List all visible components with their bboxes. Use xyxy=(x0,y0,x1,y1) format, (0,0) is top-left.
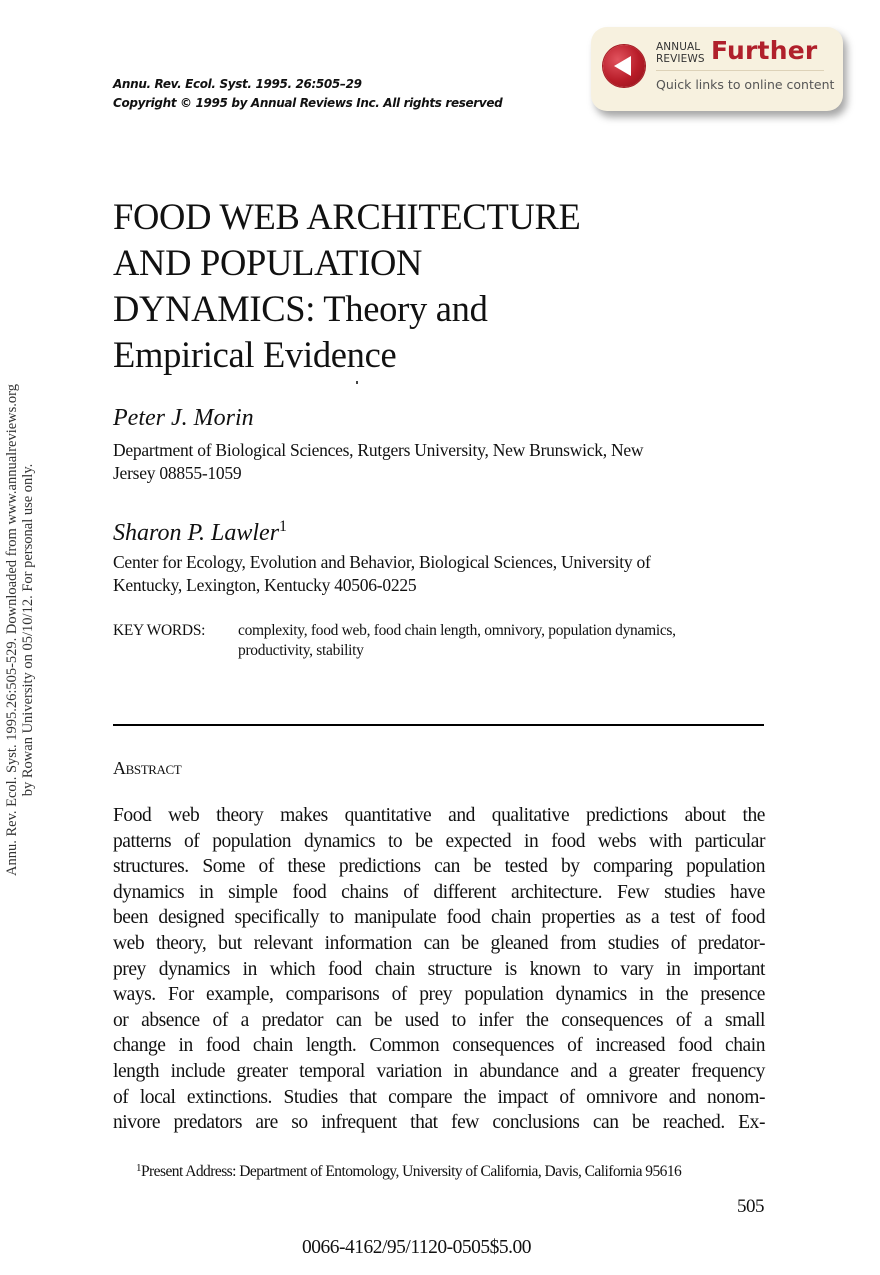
abstract-line: been designed specifically to manipulate food chain properties as a test of food xyxy=(113,907,765,929)
download-margin-note xyxy=(4,335,48,925)
abstract-line: or absence of a predator can be used to infer the consequences of a small xyxy=(113,1009,765,1031)
affiliation-line: Jersey 08855-1059 xyxy=(113,463,242,483)
further-brand: Further xyxy=(711,36,818,65)
affiliation-line: Department of Biological Sciences, Rutgers University, New Brunswick, New xyxy=(113,440,644,460)
author-affiliation xyxy=(113,551,753,597)
author-name-text: Peter J. Morin xyxy=(113,405,254,431)
abstract-heading: Abstract xyxy=(113,758,182,778)
keywords-line: complexity, food web, food chain length, omnivory, population dynamics, xyxy=(238,622,676,639)
section-divider xyxy=(113,724,764,726)
article-title xyxy=(113,194,581,378)
scan-speck xyxy=(356,381,358,384)
footnote xyxy=(136,1162,768,1181)
margin-note-line-1: Annu. Rev. Ecol. Syst. 1995.26:505-529. Downloaded from www.annualreviews.org xyxy=(4,384,20,876)
footnote-marker: 1 xyxy=(136,1162,141,1174)
title-line: Empirical Evidence xyxy=(113,334,397,375)
annual-reviews-wordmark xyxy=(656,41,705,65)
citation-line: Annu. Rev. Ecol. Syst. 1995. 26:505–29 xyxy=(113,77,362,91)
copyright-line: Copyright © 1995 by Annual Reviews Inc. All rights reserved xyxy=(113,96,503,110)
back-arrow-icon xyxy=(603,45,645,87)
abstract-line: prey dynamics in which food chain structure is known to vary in important xyxy=(113,958,765,980)
keywords-block xyxy=(113,621,773,661)
author-affiliation xyxy=(113,439,753,485)
footnote-marker: 1 xyxy=(279,518,288,535)
journal-citation xyxy=(113,75,502,113)
margin-note-line-2: by Rowan University on 05/10/12. For personal use only. xyxy=(20,463,36,797)
annual-reviews-further-link[interactable] xyxy=(591,27,843,111)
abstract-line: ways. For example, comparisons of prey population dynamics in the presence xyxy=(113,984,765,1006)
abstract-line: length include greater temporal variation in abundance and a greater frequency xyxy=(113,1060,765,1082)
abstract-line: patterns of population dynamics to be expected in food webs with particular xyxy=(113,830,765,852)
abstract-line: Food web theory makes quantitative and qualitative predictions about the xyxy=(113,805,765,826)
affiliation-line: Center for Ecology, Evolution and Behavior, Biological Sciences, University of xyxy=(113,552,651,572)
issn-price-code: 0066-4162/95/1120-0505$5.00 xyxy=(302,1237,531,1258)
keywords-line: productivity, stability xyxy=(238,642,364,659)
keywords-list xyxy=(238,621,773,661)
abstract-line: dynamics in simple food chains of different architecture. Few studies have xyxy=(113,881,765,903)
badge-divider xyxy=(656,70,824,71)
page-number: 505 xyxy=(737,1196,764,1217)
annual-label: ANNUAL xyxy=(656,41,701,53)
author-name xyxy=(113,518,287,547)
title-line: AND POPULATION xyxy=(113,242,423,283)
keywords-label: KEY WORDS: xyxy=(113,622,206,639)
abstract-line: of local extinctions. Studies that compare the impact of omnivore and nonom- xyxy=(113,1086,765,1108)
abstract-line: nivore predators are so infrequent that few conclusions can be reached. Ex- xyxy=(113,1112,765,1134)
abstract-line: change in food chain length. Common consequences of increased food chain xyxy=(113,1035,765,1057)
author-name-text: Sharon P. Lawler xyxy=(113,520,280,546)
footnote-text: Present Address: Department of Entomology, University of California, Davis, California 95616 xyxy=(140,1163,682,1180)
reviews-label: REVIEWS xyxy=(656,53,705,65)
abstract-body xyxy=(113,803,765,1136)
title-line: DYNAMICS: Theory and xyxy=(113,288,488,329)
affiliation-line: Kentucky, Lexington, Kentucky 40506-0225 xyxy=(113,575,417,595)
title-line: FOOD WEB ARCHITECTURE xyxy=(113,196,581,237)
author-name xyxy=(113,405,254,432)
abstract-line: structures. Some of these predictions can be tested by comparing population xyxy=(113,856,765,878)
abstract-line: web theory, but relevant information can be gleaned from studies of predator- xyxy=(113,932,765,954)
further-subtitle: Quick links to online content xyxy=(656,77,835,92)
